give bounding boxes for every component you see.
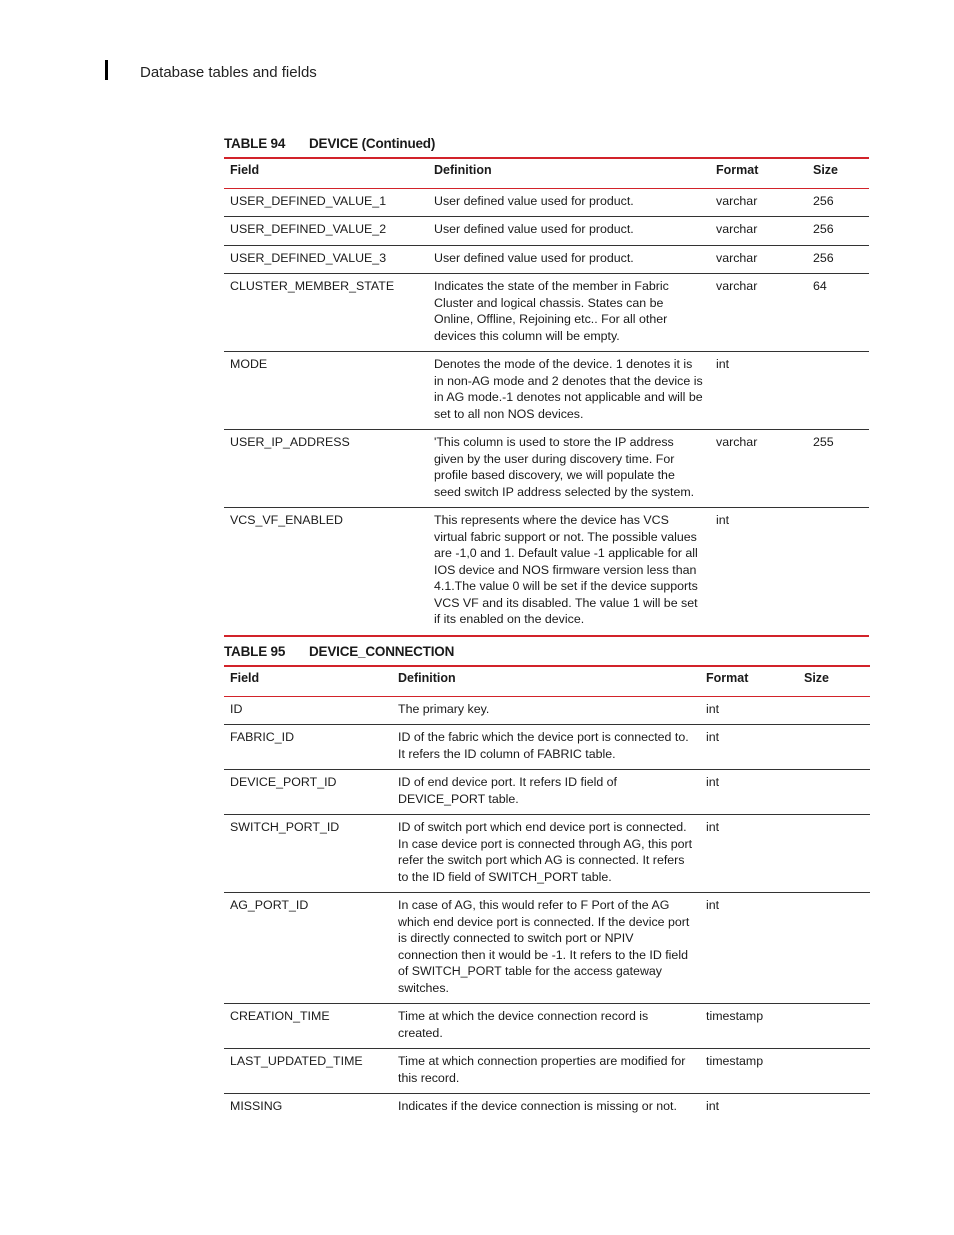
table-header-row (224, 666, 870, 696)
table-header-row (224, 158, 869, 188)
table-row (224, 188, 869, 217)
cell-format: varchar (710, 430, 807, 508)
cell-definition: Denotes the mode of the device. 1 denotes it is in non-AG mode and 2 denotes that the device is in AG mode.-1 denotes not applicable and will be set to all non NOS devices. (428, 352, 710, 430)
table-row (224, 430, 869, 508)
cell-size: 256 (807, 217, 869, 246)
cell-field: USER_IP_ADDRESS (224, 430, 428, 508)
cell-field: USER_DEFINED_VALUE_2 (224, 217, 428, 246)
table-94-title: DEVICE (Continued) (309, 136, 436, 151)
column-header-definition: Definition (428, 158, 710, 188)
cell-definition: Time at which connection properties are modified for this record. (392, 1049, 700, 1094)
cell-definition: Time at which the device connection record is created. (392, 1004, 700, 1049)
table-row (224, 352, 869, 430)
cell-field: SWITCH_PORT_ID (224, 815, 392, 893)
cell-format: timestamp (700, 1004, 798, 1049)
cell-format: int (700, 893, 798, 1004)
cell-definition: Indicates if the device connection is missing or not. (398, 1099, 677, 1113)
cell-size (798, 893, 870, 1004)
cell-size: 256 (807, 245, 869, 274)
cell-format: int (700, 770, 798, 815)
cell-size: 255 (807, 430, 869, 508)
table-row (224, 1094, 870, 1122)
table-row (224, 274, 869, 352)
cell-format: int (700, 696, 798, 725)
table-row (224, 245, 869, 274)
column-header-format: Format (710, 158, 807, 188)
cell-definition: ID of end device port. It refers ID field of DEVICE_PORT table. (392, 770, 700, 815)
cell-size (798, 696, 870, 725)
cell-size (798, 770, 870, 815)
cell-format: varchar (710, 274, 807, 352)
cell-format: timestamp (700, 1049, 798, 1094)
cell-size (807, 352, 869, 430)
column-header-format: Format (700, 666, 798, 696)
table-row (224, 815, 870, 893)
cell-field: MODE (224, 352, 428, 430)
cell-size (807, 508, 869, 636)
cell-format: varchar (710, 188, 807, 217)
table-row (224, 1004, 870, 1049)
cell-format: varchar (710, 245, 807, 274)
cell-definition: 'This column is used to store the IP address given by the user during discovery time. For profile based discovery, we will populate the seed switch IP address selected by the system. (428, 430, 710, 508)
cell-format: int (710, 352, 807, 430)
cell-size (798, 815, 870, 893)
cell-field: CLUSTER_MEMBER_STATE (224, 274, 428, 352)
cell-field: USER_DEFINED_VALUE_1 (224, 188, 428, 217)
cell-field: AG_PORT_ID (224, 893, 392, 1004)
column-header-field: Field (224, 666, 392, 696)
cell-field: CREATION_TIME (224, 1004, 392, 1049)
table-row (224, 725, 870, 770)
cell-format: varchar (710, 217, 807, 246)
cell-size: 64 (807, 274, 869, 352)
table-95 (224, 665, 870, 1122)
cell-field: LAST_UPDATED_TIME (224, 1049, 392, 1094)
table-row (224, 893, 870, 1004)
cell-format: int (700, 815, 798, 893)
table-94 (224, 157, 869, 637)
table-95-number: TABLE 95 (224, 644, 286, 659)
cell-definition: User defined value used for product. (428, 188, 710, 217)
cell-size: 256 (807, 188, 869, 217)
table-row (224, 770, 870, 815)
cell-field: MISSING (230, 1099, 283, 1113)
cell-definition: This represents where the device has VCS virtual fabric support or not. The possible values are -1,0 and 1. Default value -1 applicable for all IOS device and NOS firmware version less than 4.1.The value 0 will be set if the device supports VCS VF and its disabled. The value 1 will be set if its enabled on the device. (428, 508, 710, 636)
cell-field: FABRIC_ID (224, 725, 392, 770)
cell-definition: The primary key. (392, 696, 700, 725)
header-rule-bar (105, 60, 108, 80)
cell-size (798, 1049, 870, 1094)
column-header-size: Size (798, 666, 870, 696)
cell-format: int (710, 508, 807, 636)
cell-format: int (706, 1099, 720, 1113)
cell-definition: User defined value used for product. (428, 217, 710, 246)
column-header-size: Size (807, 158, 869, 188)
table-95-title: DEVICE_CONNECTION (309, 644, 455, 659)
column-header-definition: Definition (392, 666, 700, 696)
cell-definition: ID of the fabric which the device port is connected to. It refers the ID column of FABRIC table. (392, 725, 700, 770)
column-header-field: Field (224, 158, 428, 188)
cell-field: DEVICE_PORT_ID (224, 770, 392, 815)
cell-definition: ID of switch port which end device port is connected. In case device port is connected through AG, this port refer the switch port which AG is connected. It refers to the ID field of SWITCH_PORT table. (392, 815, 700, 893)
cell-definition: Indicates the state of the member in Fabric Cluster and logical chassis. States can be Online, Offline, Rejoining etc.. For all other devices this column will be empty. (428, 274, 710, 352)
cell-field: USER_DEFINED_VALUE_3 (224, 245, 428, 274)
cell-size (798, 725, 870, 770)
table-row (224, 217, 869, 246)
cell-definition: In case of AG, this would refer to F Port of the AG which end device port is connected. If the device port is directly connected to switch port or NPIV connection then it would be -1. It refers to the ID field of SWITCH_PORT table for the access gateway switches. (392, 893, 700, 1004)
cell-size (798, 1094, 870, 1122)
table-row (224, 1049, 870, 1094)
cell-format: int (700, 725, 798, 770)
table-95-caption (224, 644, 454, 659)
cell-field: VCS_VF_ENABLED (224, 508, 428, 636)
table-row (224, 508, 869, 636)
table-94-number: TABLE 94 (224, 136, 286, 151)
table-94-caption (224, 136, 435, 151)
cell-size (798, 1004, 870, 1049)
cell-definition: User defined value used for product. (428, 245, 710, 274)
running-header: Database tables and fields (140, 64, 317, 81)
table-row (224, 696, 870, 725)
cell-field: ID (224, 696, 392, 725)
